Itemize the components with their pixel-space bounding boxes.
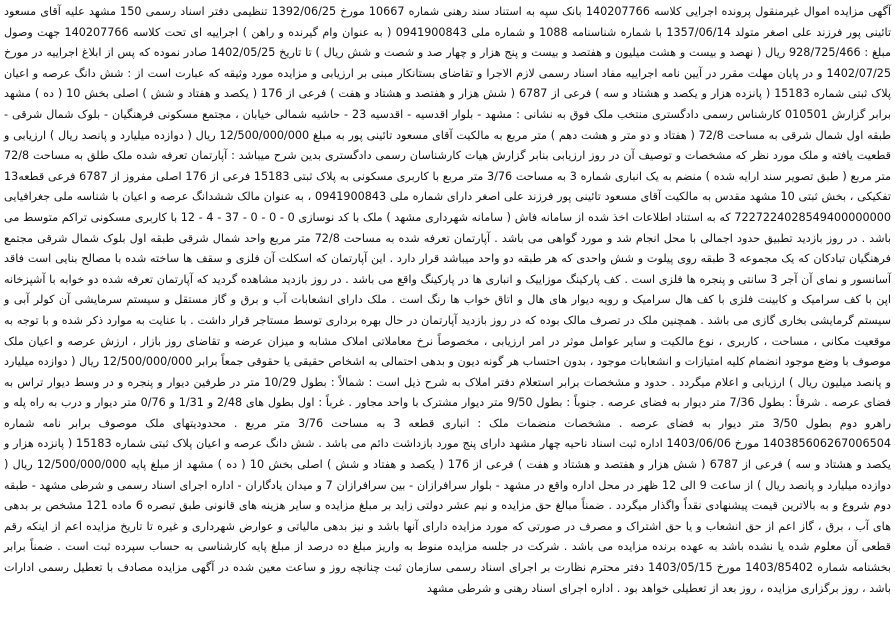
notice-line: بطول 10/29 متر در طرفین دیوار و پنجره و در وسط دیوار تراس به فضای عرصه . شرقاً : بطول 7/36 متر دیوار به فضای عرصه . جنوباً : بطول 9/50 متر دیوار مشترک با واحد مجاور . — [4, 375, 892, 410]
notice-line: 176 ( یکصد و هفتاد و شش ) اصلی بخش 10 ( ده ) مشهد برابر گزارش 010501 کارشناس رسمی دادگستری منتخب ملک فوق به نشانی : مشهد - بلوار اقدسیه - اقدسیه 23 — [4, 87, 891, 121]
notice-line: اطلاعات اخذ شده از سامانه فاش ( سامانه شهرداری مشهد ) ملک با کد نوسازی 0 - 0 - 0 - 37 - 4 - 12 با کاربری مسکونی تراکم متوسط می باشد . در روز بازدید تطبیق — [4, 210, 892, 245]
notice-line: 1403/85402 مورخ 1403/05/15 دفتر محترم نظارت بر اجرای اسناد رسمی سازمان ثبت چنانچه روز و ساعت معین شده در آگهی مزایده مصادف با تعطیل رسمی ادارات باشد ، روز — [4, 561, 891, 595]
notice-line: مسعود تائینی پور به مبلغ 12/500/000/000 ریال ( دوازده میلیارد و پانصد ریال ) ارزیابی و قطعیت یافته و ملک مورد نظر که مشخصات و توصیف آن در روز ارزیابی بنابر گزارش هیات — [4, 128, 891, 163]
notice-line: نموده که پس از ابلاغ اجراییه در مورخ 1402/07/25 و در پایان مهلت مقرر در آیین نامه اجراییه مفاد اسناد رسمی لازم الاجرا و تقاضای بستانکار مبنی بر ارزیابی و مزایده مورد وثیقه — [4, 46, 891, 80]
notice-line: تبادکان که یک مجموعه 3 طبقه روی پیلوت و شش واحدی که هر طبقه دو واحد میباشد قرار دارد . این آپارتمان که اسکلت آن فلزی و سقف ها ساخته شده با مصالح بنایی است — [27, 252, 846, 266]
notice-line: آگهی مزایده اموال غیرمنقول پرونده اجرایی کلاسه 140207766 بانک سپه به استناد سند رهنی شماره 10667 مورخ 1392/06/25 تنظیمی دفتر اسناد رسمی 150 مشهد علیه — [65, 5, 892, 18]
notice-line: تقاضای روز بازار ، ارزش عرصه و اعیان ملک موصوف با وضع موجود انضمام کلیه امتیازات و انشعابات موجود ، بدون احتساب هر گونه دیون و بدهی احتمالی به اشخاص حقیقی یا — [4, 334, 891, 369]
notice-line: انشعاب و یا حق اشتراک و مصرف در صورتی که مورد مزایده دارای آنها باشد و نیز بدهی مالیاتی و عوارض شهرداری و غیره تا تاریخ مزایده اعم از اینکه رقم قطعی آن معلوم شده یا — [4, 519, 891, 554]
notice-line: حدود اجمالی با محل انجام شد و مورد گواهی می باشد . آپارتمان تعرفه شده به مساحت 72/8 متر مربع واحد شمال شرقی طبقه اول بلوک شمال شرقی مجتمع فرهنگیان — [4, 231, 891, 266]
notice-line: تائینی پور فرزند علی اصغر دارای شماره ملی 0941900843 ، به عنوان مالک ششدانگ عرصه و اعیان با شناسه ملی جغرافیایی 7227224028549400000000 که به استناد — [4, 190, 891, 224]
auction-notice-text — [4, 2, 891, 599]
notice-line: مساحت 3/76 متر مربع با کاربری مسکونی به پلاک ثبتی 15183 فرعی از 176 اصلی مفروز از 6787 فرعی قطعه13 تفکیکی ، بخش ثبتی 10 مشهد مقدس به مالکیت آقای مسعود — [4, 169, 891, 204]
notice-line: فاقد آسانسور و نمای آن آجر 3 سانتی و پنجره ها فلزی است . کف پارکینگ موزاییک و انباری ها در پارکینگ واقع می باشد . در روز بازدید مشاهده گردید که آپارتمان تعرفه شده دو — [4, 252, 891, 286]
notice-line: عنایت به موارد ذکر شده و با توجه به موقعیت مکانی ، مساحت ، کاربری ، نوع مالکیت و سایر عوامل موثر در امر ارزیابی ، مخصوصاً نرخ معاملاتی املاک مشابه و میزان عرضه و — [4, 313, 891, 348]
notice-line: نشده باشد به عهده برنده مزایده می باشد . شرکت در جلسه مزایده منوط به واریز مبلغ ده درصد از مبلغ پایه کارشناسی به حساب سپرده ثبت است . ضمناً برابر بخشنامه شماره — [4, 540, 892, 575]
notice-line: سرمایشی آن کولر آبی و سیستم گرمایشی بخاری گازی می باشد . همچنین ملک در تصرف مالک بوده که در روز بازدید آپارتمان در حال بهره برداری توسط مستاجر قرار داشت . با — [4, 293, 891, 327]
notice-line: که عبارت است از : شش دانگ عرصه و اعیان پلاک ثبتی شماره 15183 ( پانزده هزار و یکصد و هشتاد و سه ) فرعی از 6787 ( شش هزار و هفتصد و هشتاد و هفت ) فرعی از — [4, 66, 891, 101]
notice-line: غرباً : اول بطول های 2/48 و 1/31 و 0/76 متر دیوار و درب به راه پله و راهرو دوم بطول 3/50 متر دیوار به فضای عرصه . مشخصات منضمات ملک : انباری قطعه 3 به مساحت 3/76 — [4, 396, 891, 430]
notice-line: - حاشیه شمالی خیابان ، مجتمع مسکونی فرهنگیان - بلوک شمال شرقی - طبقه اول شمال شرقی به مساحت 72/8 ( هفتاد و دو متر و هشت دهم ) متر مربع به مالکیت آقای — [4, 107, 892, 142]
notice-line: محل اداره واقع در مشهد - بلوار سرافرازان - بین سرافرازان 7 و میدان یادگاران - اداره اجرای اسناد رسمی و شرطی مشهد - طبقه دوم شروع و به بالاترین قیمت پیشنهادی نقداً — [4, 478, 891, 513]
notice-line: حقوقی جمعاً برابر 12/500/000/000 ریال ( دوازده میلیارد و پانصد میلیون ریال ) ارزیابی و اعلام میگردد . حدود و مشخصات برابر استعلام دفتر املاک به شرح ذیل است : شمالاً : — [4, 355, 892, 389]
notice-line: هفتاد و شش ) اصلی بخش 10 ( ده ) مشهد از مبلغ پایه 12/500/000/000 ریال ( دوازده میلیارد و پانصد ریال ) از ساعت 9 الی 12 ظهر در — [4, 458, 891, 492]
notice-line: برگزاری مزایده ، روز بعد از تعطیلی خواهد بود . اداره اجرای اسناد رهنی و شرطی مشهد — [426, 581, 839, 595]
notice-line: متر مربع . محدودیتهای ملک موصوف برابر نامه شماره 140385606267006504 مورخ 1403/06/06 اداره ثبت اسناد ناحیه چهار مشهد دارای پنج مورد بازداشت دائم می باشد . — [4, 416, 892, 451]
notice-line: شش دانگ عرصه و اعیان پلاک ثبتی شماره 15183 ( پانزده هزار و یکصد و هشتاد و سه ) فرعی از 6787 ( شش هزار و هفتصد و هشتاد و هفت ) فرعی از 176 ( یکصد و — [4, 437, 891, 472]
notice-line: کارشناسان رسمی دادگستری بدین شرح میباشد : آپارتمان تعرفه شده ملک طلق به مساحت 72/8 متر مربع ( طبق تصویر سند ارایه شده ) منضم به یک انباری شماره 3 به — [4, 149, 891, 183]
notice-line: آقای مسعود تائینی پور فرزند علی اصغر متولد 1357/06/14 با شماره شناسنامه 1088 و شماره ملی 0941900843 ( به عنوان وام گیرنده و راهن ) اجراییه ای تحت کلاسه — [4, 5, 892, 39]
notice-line: واگذار میگردد . ضمناً مبالغ حق مزایده و نیم عشر دولتی زاید بر مبلغ مزایده و سایر هزینه های قانونی طبق تبصره 6 ماده 121 مشخص بر بدهی های آب ، برق ، گاز اعم از حق — [4, 499, 891, 533]
notice-line: 140207766 جهت وصول مبلغ : 928/725/466 ریال ( نهصد و بیست و هشت میلیون و هفتصد و بیست و پنج هزار و چهار صد و شصت و شش ریال ) تا تاریخ 1402/05/25 صادر — [4, 25, 891, 60]
notice-line: خوابه با آشپزخانه اپن با کف سرامیک و کابینت فلزی با کف هال سرامیک و رویه دیوار های هال و اتاق خواب ها رنگ است . ملک دارای انشعابات آب و برق و گاز مستقل و سیستم — [4, 272, 891, 307]
